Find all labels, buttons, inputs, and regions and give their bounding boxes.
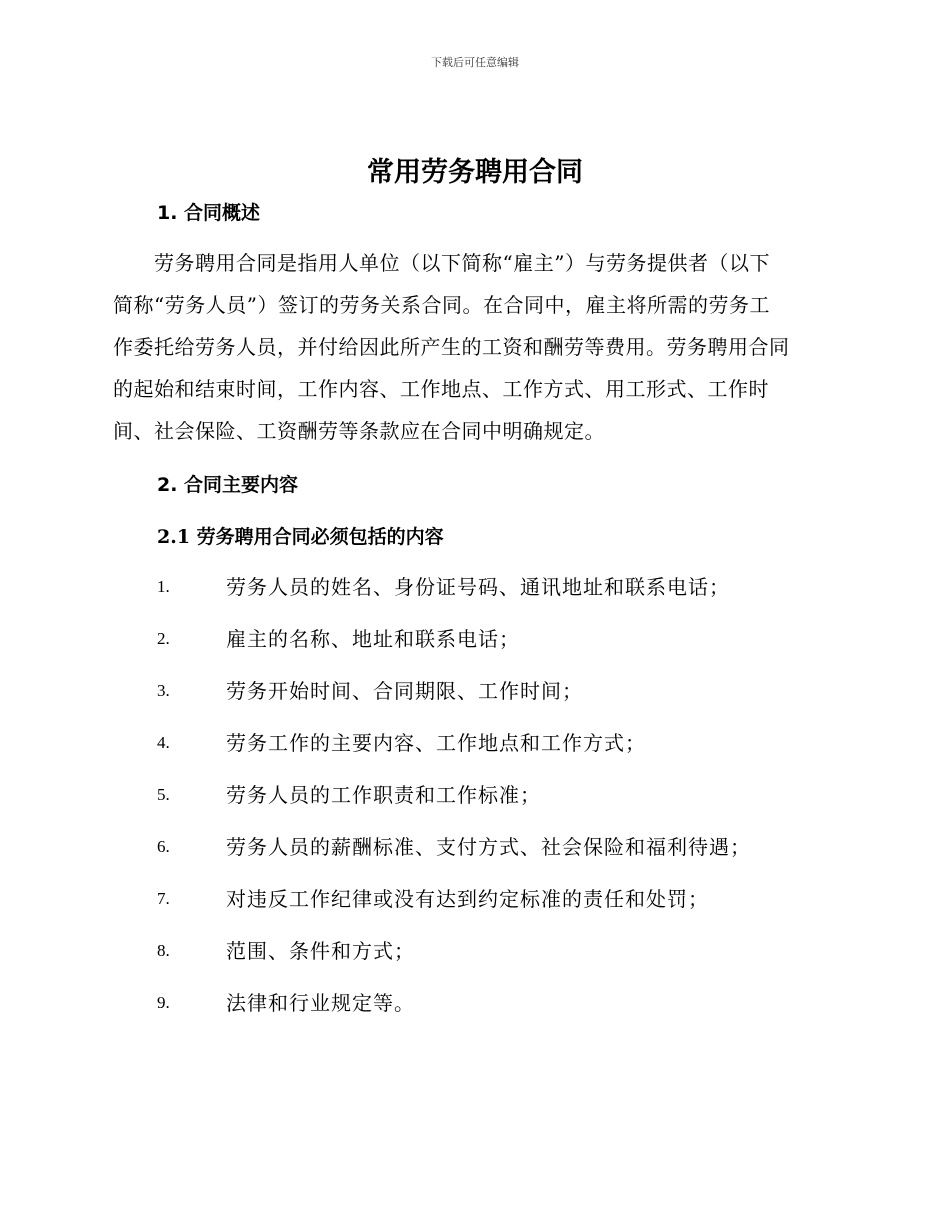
list-item-text: 雇主的名称、地址和联系电话； — [226, 627, 520, 651]
overview-paragraph — [113, 242, 831, 452]
list-item-number: 5. — [157, 785, 170, 804]
header-note: 下载后可任意编辑 — [431, 56, 519, 69]
list-item — [157, 566, 837, 618]
list-item-text: 劳务人员的薪酬标准、支付方式、社会保险和福利待遇； — [226, 835, 751, 859]
paragraph-line: 简称“劳务人员”）签订的劳务关系合同。在合同中，雇主将所需的劳务工 — [113, 293, 770, 317]
list-item-text: 法律和行业规定等。 — [226, 991, 415, 1015]
list-item-number: 6. — [157, 837, 170, 856]
list-item-number: 7. — [157, 889, 170, 908]
list-item-text: 劳务开始时间、合同期限、工作时间； — [226, 679, 583, 703]
list-item — [157, 826, 837, 878]
list-item — [157, 722, 837, 774]
subsection-heading-required-content: 2.1 劳务聘用合同必须包括的内容 — [157, 526, 444, 548]
list-item-text: 劳务人员的工作职责和工作标准； — [226, 783, 541, 807]
list-item-number: 1. — [157, 577, 170, 596]
paragraph-line: 的起始和结束时间，工作内容、工作地点、工作方式、用工形式、工作时 — [113, 377, 769, 401]
list-item-number: 4. — [157, 733, 170, 752]
section-heading-overview: 1. 合同概述 — [157, 202, 261, 224]
list-item-number: 8. — [157, 941, 170, 960]
required-content-list — [157, 566, 837, 1034]
list-item-text: 对违反工作纪律或没有达到约定标准的责任和处罚； — [226, 887, 709, 911]
list-item — [157, 930, 837, 982]
list-item — [157, 774, 837, 826]
list-item — [157, 670, 837, 722]
list-item — [157, 618, 837, 670]
list-item-text: 劳务工作的主要内容、工作地点和工作方式； — [226, 731, 646, 755]
list-item-number: 9. — [157, 993, 170, 1012]
list-item-number: 2. — [157, 629, 170, 648]
section-heading-main-content: 2. 合同主要内容 — [157, 474, 299, 496]
list-item-text: 范围、条件和方式； — [226, 939, 415, 963]
list-item — [157, 878, 837, 930]
paragraph-line: 间、社会保险、工资酬劳等条款应在合同中明确规定。 — [113, 419, 605, 443]
list-item-number: 3. — [157, 681, 170, 700]
list-item-text: 劳务人员的姓名、身份证号码、通讯地址和联系电话； — [226, 575, 730, 599]
document-title: 常用劳务聘用合同 — [367, 157, 583, 188]
list-item — [157, 982, 837, 1034]
paragraph-line: 劳务聘用合同是指用人单位（以下简称“雇主”）与劳务提供者（以下 — [113, 251, 770, 275]
paragraph-line: 作委托给劳务人员，并付给因此所产生的工资和酬劳等费用。劳务聘用合同 — [113, 335, 790, 359]
